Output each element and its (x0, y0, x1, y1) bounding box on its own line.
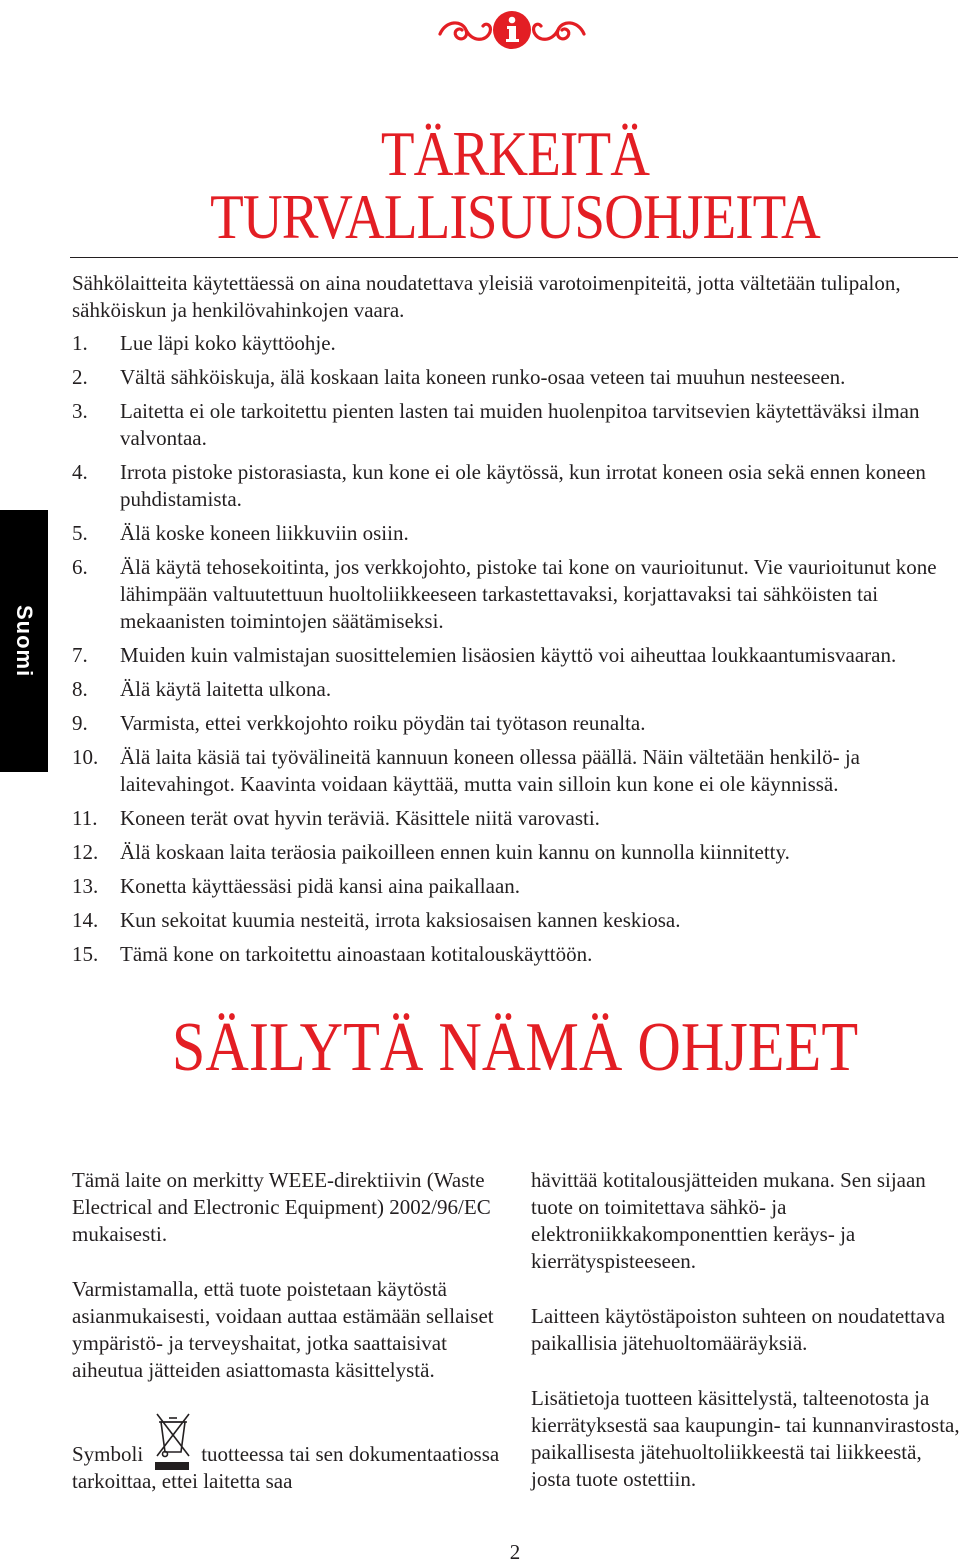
list-item-text: Älä käytä tehosekoitinta, jos verkkojohto, pistoke tai kone on vaurioitunut. Vie vaurioitunut kone lähimpään valtuutettuun huoltoliikkeeseen tarkastettavaksi, korjattavaksi tai sähköisten tai mekaanisten toimintojen säätämiseksi. (120, 555, 937, 633)
weee-column-right (531, 1167, 960, 1521)
list-item (72, 839, 960, 866)
language-tab (0, 510, 48, 772)
weee-paragraph-4: hävittää kotitalousjätteiden mukana. Sen sijaan tuote on toimitettava sähkö- ja elektroniikkakomponenttien keräys- ja kierrätyspisteeseen. (531, 1168, 926, 1273)
list-item-text: Irrota pistoke pistorasiasta, kun kone ei ole käytössä, kun irrotat koneen osia sekä ennen koneen puhdistamista. (120, 460, 926, 511)
list-item (72, 676, 960, 703)
page-number: 2 (509, 1540, 521, 1564)
language-tab-label: Suomi (12, 604, 37, 678)
list-item (72, 907, 960, 934)
info-ornament-icon (432, 8, 592, 52)
weee-paragraph-3 (72, 1412, 512, 1495)
list-item (72, 398, 960, 452)
list-item-text: Kun sekoitat kuumia nesteitä, irrota kaksiosaisen kannen keskiosa. (120, 908, 681, 932)
list-item-number: 13. (72, 874, 99, 898)
list-item-number: 7. (72, 643, 88, 667)
page-title-line1: TÄRKEITÄ (380, 118, 650, 189)
list-item (72, 873, 960, 900)
save-instructions-heading: SÄILYTÄ NÄMÄ OHJEET (171, 1009, 859, 1086)
list-item-text: Varmista, ettei verkkojohto roiku pöydän tai työtason reunalta. (120, 711, 646, 735)
list-item-number: 15. (72, 942, 99, 966)
list-item-text: Konetta käyttäessäsi pidä kansi aina paikallaan. (120, 874, 521, 898)
list-item (72, 805, 960, 832)
list-item-text: Älä koske koneen liikkuviin osiin. (120, 521, 409, 545)
list-item (72, 459, 960, 513)
symbol-text: tuotteessa tai sen dokumentaatiossa tarkoittaa, ettei laitetta saa (72, 1442, 500, 1493)
page-title-line2: TURVALLISUUSOHJEITA (210, 181, 820, 252)
list-item-number: 8. (72, 677, 88, 701)
list-item-text: Laitetta ei ole tarkoitettu pienten lasten tai muiden huolenpitoa tarvitsevien käytettäväksi ilman valvontaa. (120, 399, 920, 450)
list-item-text: Vältä sähköiskuja, älä koskaan laita koneen runko-osaa veteen tai muuhun nesteeseen. (120, 365, 846, 389)
list-item (72, 710, 960, 737)
weee-paragraph-6: Lisätietoja tuotteen käsittelystä, talteenotosta ja kierrätyksestä saa kaupungin- tai kunnanvirastosta, paikallisesta jätehuoltoliikkeestä tai liikkeestä, josta tuote ostettiin. (531, 1386, 960, 1491)
list-item-text: Koneen terät ovat hyvin teräviä. Käsittele niitä varovasti. (120, 806, 600, 830)
crossed-out-wheelie-bin-icon (151, 1412, 193, 1472)
list-item-text: Älä käytä laitetta ulkona. (120, 677, 332, 701)
list-item-number: 14. (72, 908, 99, 932)
list-item (72, 554, 960, 635)
list-item (72, 744, 960, 798)
list-item-text: Älä laita käsiä tai työvälineitä kannuun koneen ollessa päällä. Näin vältetään henkilö- ja laitevahingot. Kaavinta voidaan käyttää, mutta vain silloin kun kone ei ole käynnissä. (120, 745, 860, 796)
list-item-number: 6. (72, 555, 88, 579)
list-item-number: 3. (72, 399, 88, 423)
list-item-number: 9. (72, 711, 88, 735)
list-item (72, 330, 960, 357)
list-item-number: 12. (72, 840, 99, 864)
list-item-text: Muiden kuin valmistajan suosittelemien lisäosien käyttö voi aiheuttaa loukkaantumisvaaran. (120, 643, 897, 667)
list-item (72, 941, 960, 968)
symbol-label: Symboli (72, 1442, 144, 1466)
title-divider (70, 257, 958, 258)
list-item-text: Lue läpi koko käyttöohje. (120, 331, 336, 355)
list-item-number: 4. (72, 460, 88, 484)
list-item (72, 364, 960, 391)
intro-paragraph: Sähkölaitteita käytettäessä on aina noudatettava yleisiä varotoimenpiteitä, jotta vältetään tulipalon, sähköiskun ja henkilövahinkojen vaara. (72, 271, 901, 322)
list-item-number: 10. (72, 745, 99, 769)
list-item-number: 5. (72, 521, 88, 545)
weee-paragraph-2: Varmistamalla, että tuote poistetaan käytöstä asianmukaisesti, voidaan auttaa estämään sellaiset ympäristö- ja terveyshaitat, jotka saattaisivat aiheutua jätteiden asiattomasta käsittelystä. (72, 1277, 494, 1382)
list-item-number: 1. (72, 331, 88, 355)
safety-instructions-list (72, 330, 960, 975)
weee-paragraph-1: Tämä laite on merkitty WEEE-direktiivin (Waste Electrical and Electronic Equipment) 2002/96/EC mukaisesti. (72, 1168, 491, 1246)
list-item (72, 642, 960, 669)
list-item-text: Tämä kone on tarkoitettu ainoastaan kotitalouskäyttöön. (120, 942, 593, 966)
weee-column-left (72, 1167, 512, 1523)
weee-paragraph-5: Laitteen käytöstäpoiston suhteen on noudatettava paikallisia jätehuoltomääräyksiä. (531, 1304, 946, 1355)
list-item-number: 11. (72, 806, 98, 830)
list-item-text: Älä koskaan laita teräosia paikoilleen ennen kuin kannu on kunnolla kiinnitetty. (120, 840, 790, 864)
list-item (72, 520, 960, 547)
list-item-number: 2. (72, 365, 88, 389)
